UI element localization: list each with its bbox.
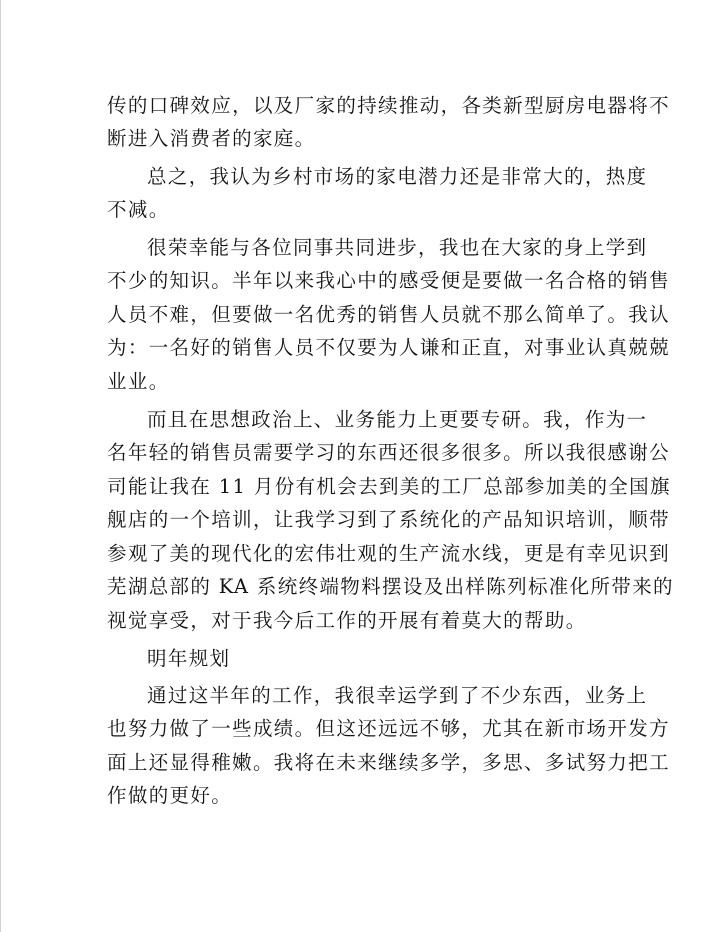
text-line: 总之，我认为乡村市场的家电潜力还是非常大的，热度 xyxy=(147,165,648,188)
text-line: 参观了美的现代化的宏伟壮观的生产流水线，更是有幸见识到 xyxy=(107,542,670,565)
text-line: 作做的更好。 xyxy=(107,784,233,807)
text-line: 很荣幸能与各位同事共同进步，我也在大家的身上学到 xyxy=(147,236,648,259)
text-line: 不减。 xyxy=(107,198,170,221)
text-line: 而且在思想政治上、业务能力上更要专研。我，作为一 xyxy=(147,408,648,431)
text-line: 为：一名好的销售人员不仅要为人谦和正直，对事业认真兢兢 xyxy=(107,336,670,359)
text-line: 名年轻的销售员需要学习的东西还很多很多。所以我很感谢公 xyxy=(107,441,670,464)
text-line: 面上还显得稚嫩。我将在未来继续多学，多思、多试努力把工 xyxy=(107,751,670,774)
text-line: 芜湖总部的 KA 系统终端物料摆设及出样陈列标准化所带来的 xyxy=(107,575,674,598)
text-line: 业业。 xyxy=(107,370,170,393)
text-line: 视觉享受，对于我今后工作的开展有着莫大的帮助。 xyxy=(107,609,587,632)
text-line: 也努力做了一些成绩。但这还远远不够，尤其在新市场开发方 xyxy=(107,717,670,740)
text-line: 不少的知识。半年以来我心中的感受便是要做一名合格的销售 xyxy=(107,269,670,292)
section-heading: 明年规划 xyxy=(147,647,231,670)
text-line: 传的口碑效应，以及厂家的持续推动，各类新型厨房电器将不 xyxy=(107,94,670,117)
text-line: 舰店的一个培训，让我学习到了系统化的产品知识培训，顺带 xyxy=(107,508,670,531)
text-line: 通过这半年的工作，我很幸运学到了不少东西，业务上 xyxy=(147,684,648,707)
text-line: 断进入消费者的家庭。 xyxy=(107,127,316,150)
text-line: 司能让我在 11 月份有机会去到美的工厂总部参加美的全国旗 xyxy=(107,475,671,498)
text-line: 人员不难，但要做一名优秀的销售人员就不那么简单了。我认 xyxy=(107,303,670,326)
